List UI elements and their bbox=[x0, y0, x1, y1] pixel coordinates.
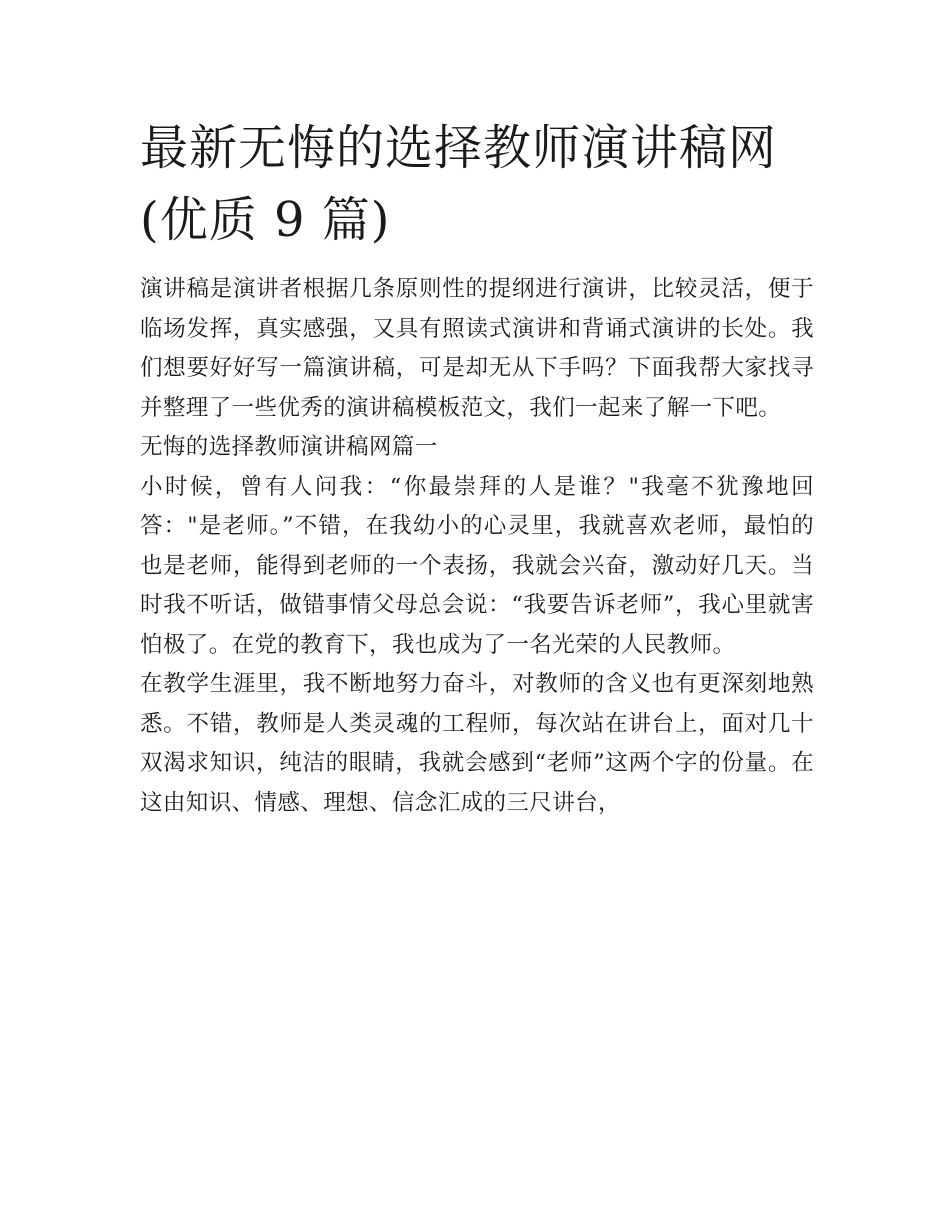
section-heading: 无悔的选择教师演讲稿网篇一 bbox=[140, 434, 438, 460]
document-title: 最新无悔的选择教师演讲稿网(优质 9 篇) bbox=[140, 120, 778, 248]
intro-paragraph: 演讲稿是演讲者根据几条原则性的提纲进行演讲，比较灵活，便于临场发挥，真实感强，又具有照读式演讲和背诵式演讲的长处。我们想要好好写一篇演讲稿，可是却无从下手吗？下面我帮大家找寻并整理了一些优秀的演讲稿模板范文，我们一起来了解一下吧。 bbox=[140, 276, 814, 421]
body-paragraph-1: 小时候，曾有人问我：“你最崇拜的人是谁？"我毫不犹豫地回答："是老师。”不错，在我幼小的心灵里，我就喜欢老师，最怕的也是老师，能得到老师的一个表扬，我就会兴奋，激动好几天。当时我不听话，做错事情父母总会说：“我要告诉老师”，我心里就害怕极了。在党的教育下，我也成为了一名光荣的人民教师。 bbox=[140, 473, 814, 658]
document-page bbox=[140, 112, 814, 823]
body-paragraph-2: 在教学生涯里，我不断地努力奋斗，对教师的含义也有更深刻地熟悉。不错，教师是人类灵魂的工程师，每次站在讲台上，面对几十双渴求知识，纯洁的眼睛，我就会感到“老师”这两个字的份量。在这由知识、情感、理想、信念汇成的三尺讲台， bbox=[140, 671, 814, 816]
